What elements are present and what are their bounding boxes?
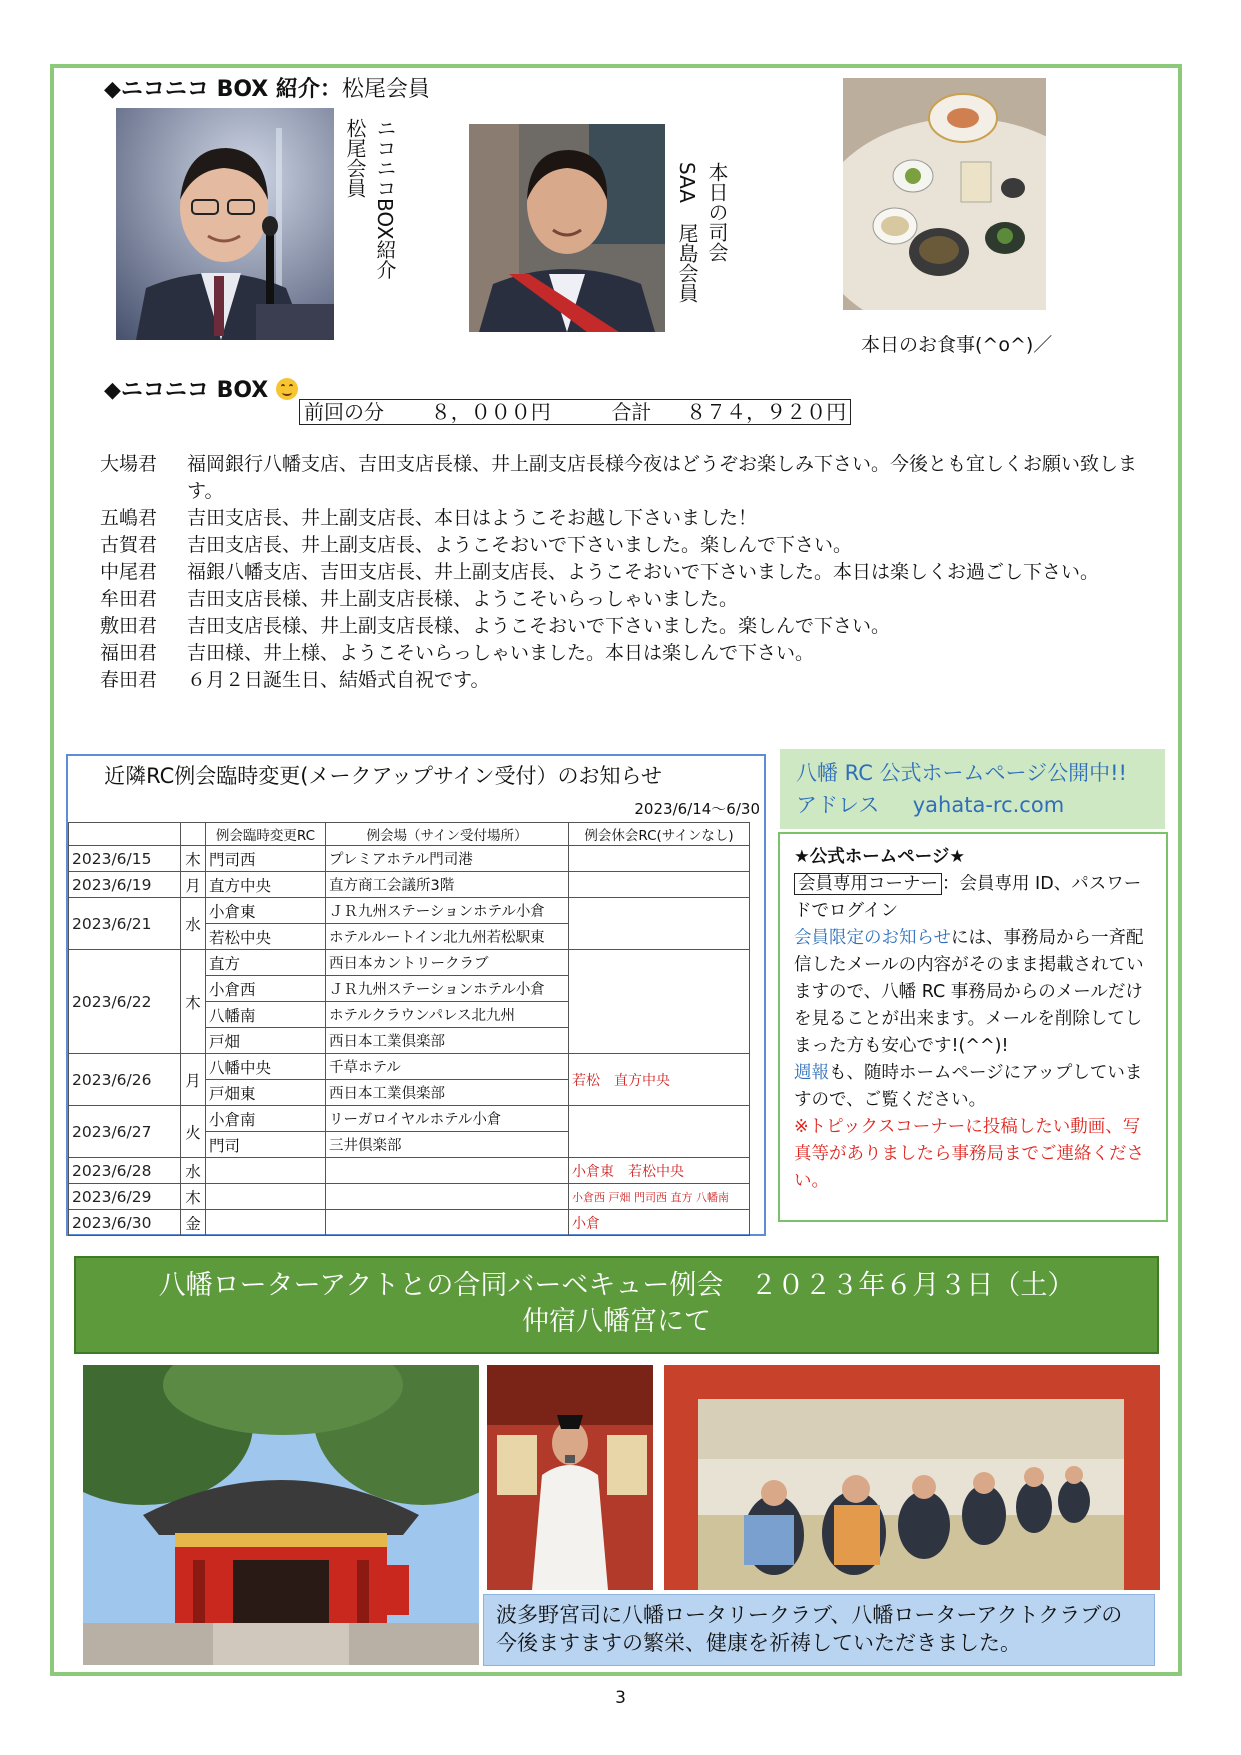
table-row xyxy=(69,1210,750,1236)
meal-caption: 本日のお食事(^o^)／ xyxy=(861,334,1053,356)
vertical-caption-line: 本日の司会 xyxy=(705,162,729,262)
cell-date: 2023/6/19 xyxy=(69,872,181,898)
table-row xyxy=(69,1184,750,1210)
address-label: アドレス xyxy=(796,793,880,817)
cell-venue: ホテルクラウンパレス北九州 xyxy=(326,1002,569,1028)
vertical-caption-line: 松尾会員 xyxy=(343,118,367,198)
vertical-caption-line: SAA 尾島会員 xyxy=(675,162,699,303)
bbq-banner xyxy=(74,1256,1159,1354)
cell-date: 2023/6/30 xyxy=(69,1210,181,1236)
photo-speaker-matsuo xyxy=(116,108,334,340)
members-corner-label: 会員専用コーナー xyxy=(794,873,942,895)
cell-dow: 木 xyxy=(181,846,206,872)
list-item xyxy=(100,505,1150,532)
cell-dow: 木 xyxy=(181,950,206,1054)
cell-dow: 木 xyxy=(181,1184,206,1210)
cell-venue: リーガロイヤルホテル小倉 xyxy=(326,1106,569,1132)
entry-name: 古賀君 xyxy=(100,534,158,556)
entry-text: 吉田支店長、井上副支店長、ようこそおいで下さいました。楽しんで下さい。 xyxy=(187,534,853,556)
cell-dow: 月 xyxy=(181,872,206,898)
subtotal-box xyxy=(299,399,851,425)
table-row xyxy=(69,898,750,924)
homepage-box-title: ★公式ホームページ★ xyxy=(794,847,966,867)
cell-venue: ＪＲ九州ステーションホテル小倉 xyxy=(326,976,569,1002)
cell-rest xyxy=(569,950,750,1054)
table-row xyxy=(69,1106,750,1132)
notice-label: 会員限定のお知らせ xyxy=(794,928,951,948)
cell-dow: 水 xyxy=(181,1158,206,1184)
cell-venue: プレミアホテル門司港 xyxy=(326,846,569,872)
entry-text: ６月２日誕生日、結婚式自祝です。 xyxy=(187,669,490,691)
cell-rc: 小倉南 xyxy=(206,1106,326,1132)
cell-date: 2023/6/29 xyxy=(69,1184,181,1210)
notice-paragraph xyxy=(794,925,1152,1060)
cell-venue xyxy=(326,1184,569,1210)
page-number: 3 xyxy=(615,1688,626,1708)
total-amount: ８７４，９２０円 xyxy=(686,400,847,424)
cell-rest: 小倉西 戸畑 門司西 直方 八幡南 xyxy=(569,1184,750,1210)
cell-venue: 西日本工業倶楽部 xyxy=(326,1028,569,1054)
cell-date: 2023/6/27 xyxy=(69,1106,181,1158)
col-header: 例会休会RC(サインなし) xyxy=(569,823,750,846)
entry-text: 吉田支店長様、井上副支店長様、ようこそおいで下さいました。楽しんで下さい。 xyxy=(187,615,891,637)
cell-rest xyxy=(569,898,750,950)
entry-text: 吉田支店長様、井上副支店長様、ようこそいらっしゃいました。 xyxy=(187,588,739,610)
homepage-link[interactable]: yahata-rc.com xyxy=(912,793,1065,817)
cell-rc: 若松中央 xyxy=(206,924,326,950)
notice-text: には、事務局から一斉配信したメールの内容がそのまま掲載されていますので、八幡 RC 事務局からのメールだけを見ることが出来ます。メールを削除してしまった方も安心です!(^^)! xyxy=(794,928,1144,1056)
prev-label: 前回の分 xyxy=(304,400,384,424)
entry-name: 春田君 xyxy=(100,669,158,691)
vertical-caption-speaker xyxy=(340,118,400,280)
cell-dow: 火 xyxy=(181,1106,206,1158)
cell-rc xyxy=(206,1184,326,1210)
homepage-banner xyxy=(780,749,1165,829)
photo-host-ojima xyxy=(469,124,665,332)
entry-text: 福銀八幡支店、吉田支店長、井上副支店長、ようこそおいで下さいました。本日は楽しくお過ごし下さい。 xyxy=(187,561,1100,583)
cell-venue xyxy=(326,1158,569,1184)
photo-priest xyxy=(487,1365,653,1590)
table-row xyxy=(69,950,750,976)
cell-venue: 西日本カントリークラブ xyxy=(326,950,569,976)
smile-icon xyxy=(276,378,298,400)
entry-text: 吉田様、井上様、ようこそいらっしゃいました。本日は楽しんで下さい。 xyxy=(187,642,815,664)
cell-rest xyxy=(569,872,750,898)
weekly-label: 週報 xyxy=(794,1063,829,1083)
col-header: 例会場（サイン受付場所） xyxy=(326,823,569,846)
list-item xyxy=(100,667,1150,694)
cell-date: 2023/6/26 xyxy=(69,1054,181,1106)
cell-venue xyxy=(326,1210,569,1236)
cell-venue: 西日本工業倶楽部 xyxy=(326,1080,569,1106)
table-row xyxy=(69,1158,750,1184)
cell-rc: 門司 xyxy=(206,1132,326,1158)
cell-date: 2023/6/22 xyxy=(69,950,181,1054)
col-header: 例会臨時変更RC xyxy=(206,823,326,846)
cell-rc: 八幡中央 xyxy=(206,1054,326,1080)
schedule-range: 2023/6/14～6/30 xyxy=(634,800,760,818)
schedule-table xyxy=(68,822,750,1236)
total-label: 合計 xyxy=(611,400,652,424)
homepage-banner-title: 八幡 RC 公式ホームページ公開中!! xyxy=(796,761,1127,785)
cell-rest: 若松 直方中央 xyxy=(569,1054,750,1106)
table-row xyxy=(69,872,750,898)
cell-rc: 戸畑東 xyxy=(206,1080,326,1106)
members-corner-text: ：会員専用 ID、パスワードでログイン xyxy=(794,874,1142,921)
cell-rc: 戸畑 xyxy=(206,1028,326,1054)
cell-venue: 千草ホテル xyxy=(326,1054,569,1080)
cell-venue: 三井倶楽部 xyxy=(326,1132,569,1158)
photo-hall xyxy=(664,1365,1160,1590)
cell-date: 2023/6/28 xyxy=(69,1158,181,1184)
schedule-title: 近隣RC例会臨時変更(メークアップサイン受付）のお知らせ xyxy=(104,764,662,788)
weekly-paragraph xyxy=(794,1060,1152,1114)
table-row xyxy=(69,1054,750,1080)
section-heading-niconico-box xyxy=(104,373,298,404)
cell-rc xyxy=(206,1210,326,1236)
vertical-caption-host xyxy=(672,162,732,303)
cell-venue: 直方商工会議所3階 xyxy=(326,872,569,898)
list-item xyxy=(100,559,1150,586)
entry-name: 福田君 xyxy=(100,642,158,664)
entry-name: 敷田君 xyxy=(100,615,158,637)
list-item xyxy=(100,586,1150,613)
members-corner-paragraph xyxy=(794,871,1152,925)
list-item xyxy=(100,451,1150,505)
niconico-entries xyxy=(100,451,1150,694)
homepage-info-box xyxy=(778,832,1168,1222)
heading-text: ◆ニコニコ BOX 紹介： xyxy=(104,77,342,102)
table-header-row xyxy=(69,823,750,846)
bbq-location: 仲宿八幡宮にて xyxy=(522,1306,711,1337)
prev-amount: ８，０００円 xyxy=(430,400,551,424)
cell-rest: 小倉東 若松中央 xyxy=(569,1158,750,1184)
cell-venue: ホテルルートイン北九州若松駅東 xyxy=(326,924,569,950)
entry-name: 五嶋君 xyxy=(100,507,158,529)
homepage-address xyxy=(796,789,1149,821)
cell-rc: 門司西 xyxy=(206,846,326,872)
list-item xyxy=(100,640,1150,667)
vertical-caption-line: ニコニコBOX紹介 xyxy=(373,118,397,280)
bbq-photo-caption: 波多野宮司に八幡ロータリークラブ、八幡ローターアクトクラブの今後ますますの繁栄、健康を祈祷していただきました。 xyxy=(483,1594,1155,1666)
cell-rc: 小倉西 xyxy=(206,976,326,1002)
cell-dow: 金 xyxy=(181,1210,206,1236)
cell-dow: 水 xyxy=(181,898,206,950)
heading-text: ◆ニコニコ BOX xyxy=(104,378,269,403)
cell-rc: 小倉東 xyxy=(206,898,326,924)
cell-rest xyxy=(569,846,750,872)
list-item xyxy=(100,532,1150,559)
section-heading-niconico-intro xyxy=(104,72,430,103)
cell-rest: 小倉 xyxy=(569,1210,750,1236)
schedule-notice xyxy=(66,754,766,1236)
entry-name: 牟田君 xyxy=(100,588,158,610)
photo-shrine xyxy=(83,1365,479,1665)
list-item xyxy=(100,613,1150,640)
entry-text: 吉田支店長、井上副支店長、本日はようこそお越し下さいました！ xyxy=(187,507,758,529)
topics-paragraph: ※トピックスコーナーに投稿したい動画、写真等がありましたら事務局までご連絡ください。 xyxy=(794,1117,1144,1191)
table-row xyxy=(69,846,750,872)
cell-date: 2023/6/15 xyxy=(69,846,181,872)
cell-rest xyxy=(569,1106,750,1158)
cell-date: 2023/6/21 xyxy=(69,898,181,950)
weekly-text: も、随時ホームページにアップしていますので、ご覧ください。 xyxy=(794,1063,1143,1110)
cell-rc: 八幡南 xyxy=(206,1002,326,1028)
entry-text: 福岡銀行八幡支店、吉田支店長様、井上副支店長様今夜はどうぞお楽しみ下さい。今後とも宜しくお願い致します。 xyxy=(187,453,1138,502)
cell-venue: ＪＲ九州ステーションホテル小倉 xyxy=(326,898,569,924)
photo-meal xyxy=(843,78,1046,310)
entry-name: 中尾君 xyxy=(100,561,158,583)
bbq-title: 八幡ローターアクトとの合同バーベキュー例会 ２０２３年６月３日（土） xyxy=(158,1270,1075,1301)
cell-rc xyxy=(206,1158,326,1184)
heading-name: 松尾会員 xyxy=(341,77,430,102)
cell-rc: 直方中央 xyxy=(206,872,326,898)
cell-dow: 月 xyxy=(181,1054,206,1106)
cell-rc: 直方 xyxy=(206,950,326,976)
entry-name: 大場君 xyxy=(100,453,158,475)
